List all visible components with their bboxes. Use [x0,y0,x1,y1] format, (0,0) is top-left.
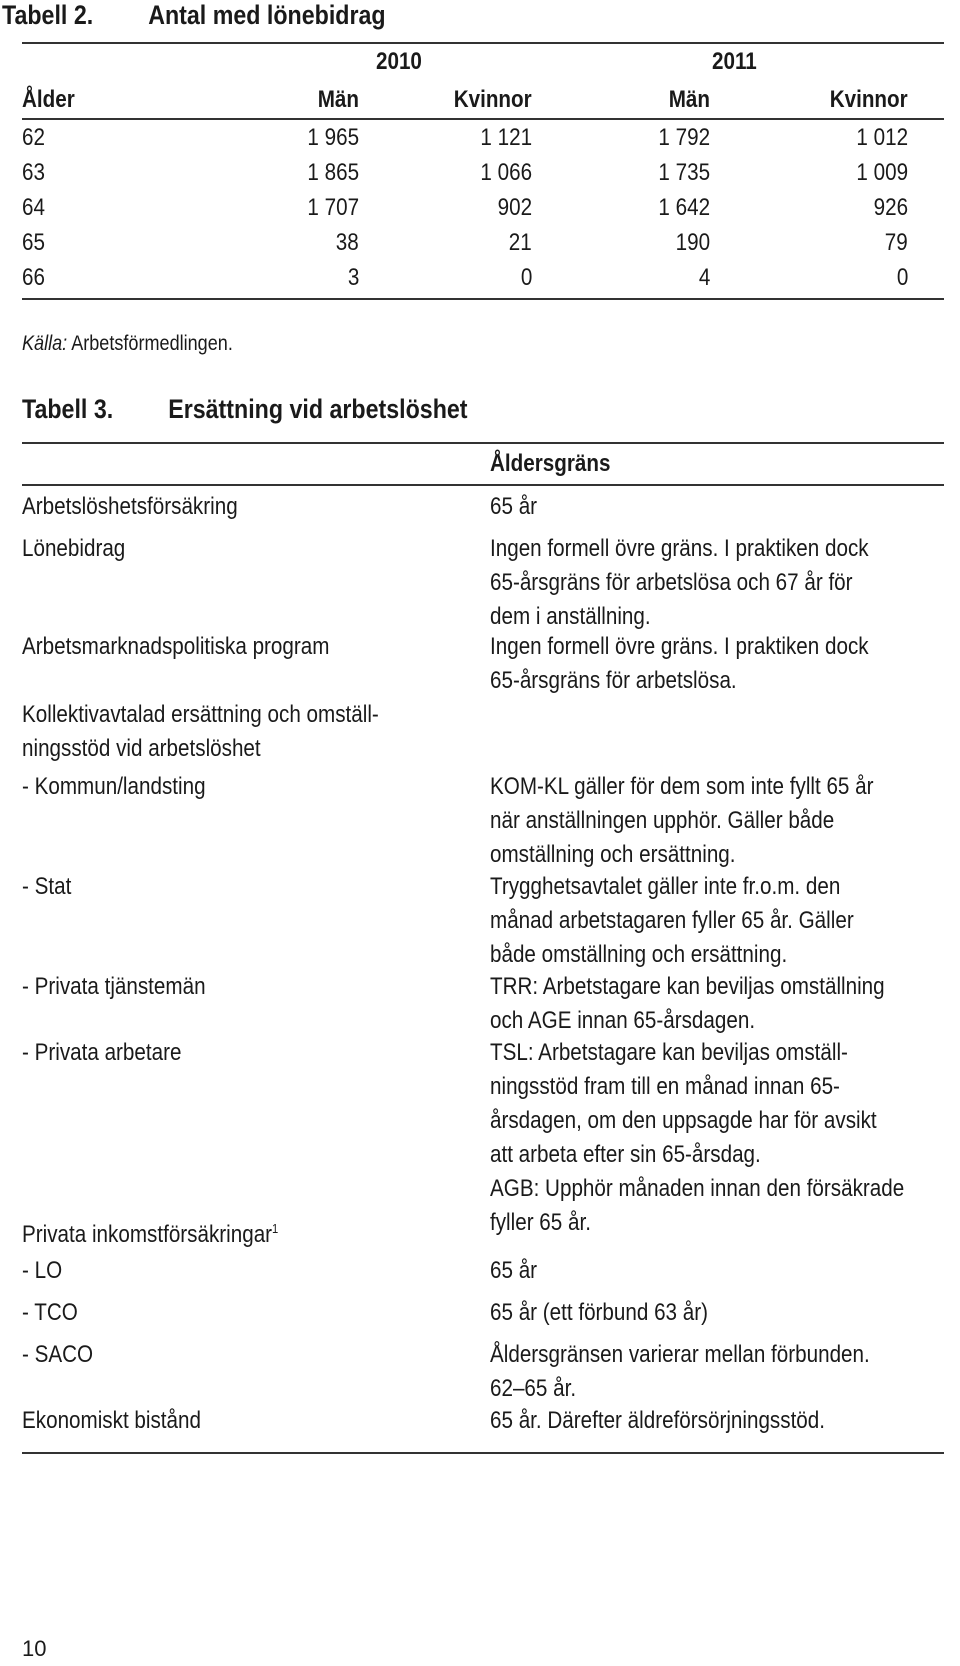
text-line: Ingen formell övre gräns. I praktiken dock [490,633,869,660]
text-line: 65 år. Därefter äldreförsörjningsstöd. [490,1407,825,1434]
table2-cell-age: 62 [22,124,45,151]
table2-cell-age: 63 [22,159,45,186]
label-line: - Privata arbetare [22,1039,182,1066]
table2-year-2011: 2011 [712,48,757,75]
table3-row-label [22,532,125,566]
table3-row-label [22,770,206,804]
text-line: både omställning och ersättning. [490,941,788,968]
table2-header-women-2010: Kvinnor [454,86,532,113]
text-line: och AGE innan 65-årsdagen. [490,1007,756,1034]
text-line: omställning och ersättning. [490,841,736,868]
text-line: att arbeta efter sin 65-årsdag. [490,1141,761,1168]
table3-row-text [490,630,869,698]
table3-row-label [22,1296,78,1330]
footnote-marker: 1 [272,1221,279,1236]
table3-row-text [490,770,874,872]
table2-top-rule [22,42,944,44]
table3-bottom-rule [22,1452,944,1454]
text-line: 65 år (ett förbund 63 år) [490,1299,708,1326]
text-line: 62–65 år. [490,1375,577,1402]
table2-cell: 79 [885,229,908,256]
table2-cell: 1 735 [658,159,710,186]
table2-cell-age: 64 [22,194,45,221]
label-line: - LO [22,1257,63,1284]
text-line: 65 år [490,493,538,520]
table2-cell: 0 [520,264,532,291]
text-line: KOM-KL gäller för dem som inte fyllt 65 år [490,773,874,800]
table2-cell: 1 121 [480,124,532,151]
table3-title-text: Ersättning vid arbetslöshet [168,394,468,424]
table3-row-label [22,490,238,524]
label-line: Ekonomiskt bistånd [22,1407,201,1434]
text-line: 65-årsgräns för arbetslösa. [490,667,737,694]
table3-row-label [22,1036,181,1070]
text-line: TSL: Arbetstagare kan beviljas omställ- [490,1039,848,1066]
text-line: 65 år [490,1257,538,1284]
table3-row-text [490,1296,708,1330]
table2-cell: 1 965 [307,124,359,151]
text-line: Ingen formell övre gräns. I praktiken dock [490,535,869,562]
table3-row-text [490,1254,537,1288]
table3-row-label [22,698,379,766]
table3-row-label [22,970,206,1004]
table3-row-label [22,1254,62,1288]
table2-cell: 21 [509,229,532,256]
table3-top-rule [22,442,944,444]
table2-cell: 3 [347,264,359,291]
label-line: ningsstöd vid arbetslöshet [22,735,261,762]
text-line: månad arbetstagaren fyller 65 år. Gäller [490,907,854,934]
table2-cell: 4 [698,264,710,291]
table3-label: Tabell 3. [22,394,114,424]
label-line: - SACO [22,1341,94,1368]
text-line: TRR: Arbetstagare kan beviljas omställning [490,973,885,1000]
table2-cell: 190 [675,229,710,256]
table2-header-men-2010: Män [317,86,359,113]
table2-cell-age: 66 [22,264,45,291]
label-line: Arbetsmarknadspolitiska program [22,633,330,660]
table3-row-text [490,532,869,634]
label-line: - Stat [22,873,72,900]
table3-row-label [22,1404,201,1438]
table2-cell: 902 [497,194,532,221]
source-label: Källa: [22,332,68,355]
text-line: Åldersgränsen varierar mellan förbunden. [490,1341,870,1368]
table2-cell: 1 012 [856,124,908,151]
table2-cell: 1 009 [856,159,908,186]
table2-bottom-rule [22,298,944,300]
text-line: årsdagen, om den uppsagde har för avsikt [490,1107,877,1134]
label-line: Lönebidrag [22,535,126,562]
table2-cell: 1 792 [658,124,710,151]
table3-row-text [490,1338,870,1406]
label-line: - TCO [22,1299,78,1326]
table3-row-text [490,490,537,524]
text-line: Trygghetsavtalet gäller inte fr.o.m. den [490,873,841,900]
table2-cell-age: 65 [22,229,45,256]
table3-row-text [490,970,885,1038]
label-line: Kollektivavtalad ersättning och omställ- [22,701,379,728]
table2-header-age: Ålder [22,86,75,113]
table2-cell: 0 [896,264,908,291]
table2-cell: 1 707 [307,194,359,221]
table3-row-text [490,1404,825,1438]
text-line: 65-årsgräns för arbetslösa och 67 år för [490,569,853,596]
table2-cell: 1 066 [480,159,532,186]
table2-cell: 1 865 [307,159,359,186]
table2-source [22,332,233,356]
table2-year-2010: 2010 [376,48,422,75]
text-line: fyller 65 år. [490,1209,591,1236]
text-line: när anställningen upphör. Gäller både [490,807,835,834]
text-line: dem i anställning. [490,603,651,630]
text-line: AGB: Upphör månaden innan den försäkrade [490,1175,905,1202]
text-line: ningsstöd fram till en månad innan 65- [490,1073,840,1100]
table2-header-men-2011: Män [668,86,710,113]
table3-row-text [490,1036,904,1240]
source-text: Arbetsförmedlingen. [71,332,233,355]
table3-row-label [22,1212,278,1252]
table2-label: Tabell 2. [2,0,94,30]
table2-title [2,0,386,31]
table3-row-label [22,1338,93,1372]
table3-row-text [490,870,854,972]
table3-row-label [22,630,329,664]
table3-header-rule [22,484,944,486]
page-number: 10 [22,1636,47,1661]
table2-title-text: Antal med lönebidrag [148,0,386,30]
table2-header-rule [22,118,944,120]
table2-cell: 926 [873,194,908,221]
table3-header-age-limit: Åldersgräns [490,450,611,477]
label-line: Arbetslöshetsförsäkring [22,493,238,520]
label-line: Privata inkomstförsäkringar [22,1221,273,1248]
table3-row-label [22,870,71,904]
label-line: - Privata tjänstemän [22,973,206,1000]
table2-header-women-2011: Kvinnor [830,86,908,113]
table2-cell: 38 [336,229,359,256]
table3-title [22,394,468,425]
label-line: - Kommun/landsting [22,773,206,800]
table2-cell: 1 642 [658,194,710,221]
